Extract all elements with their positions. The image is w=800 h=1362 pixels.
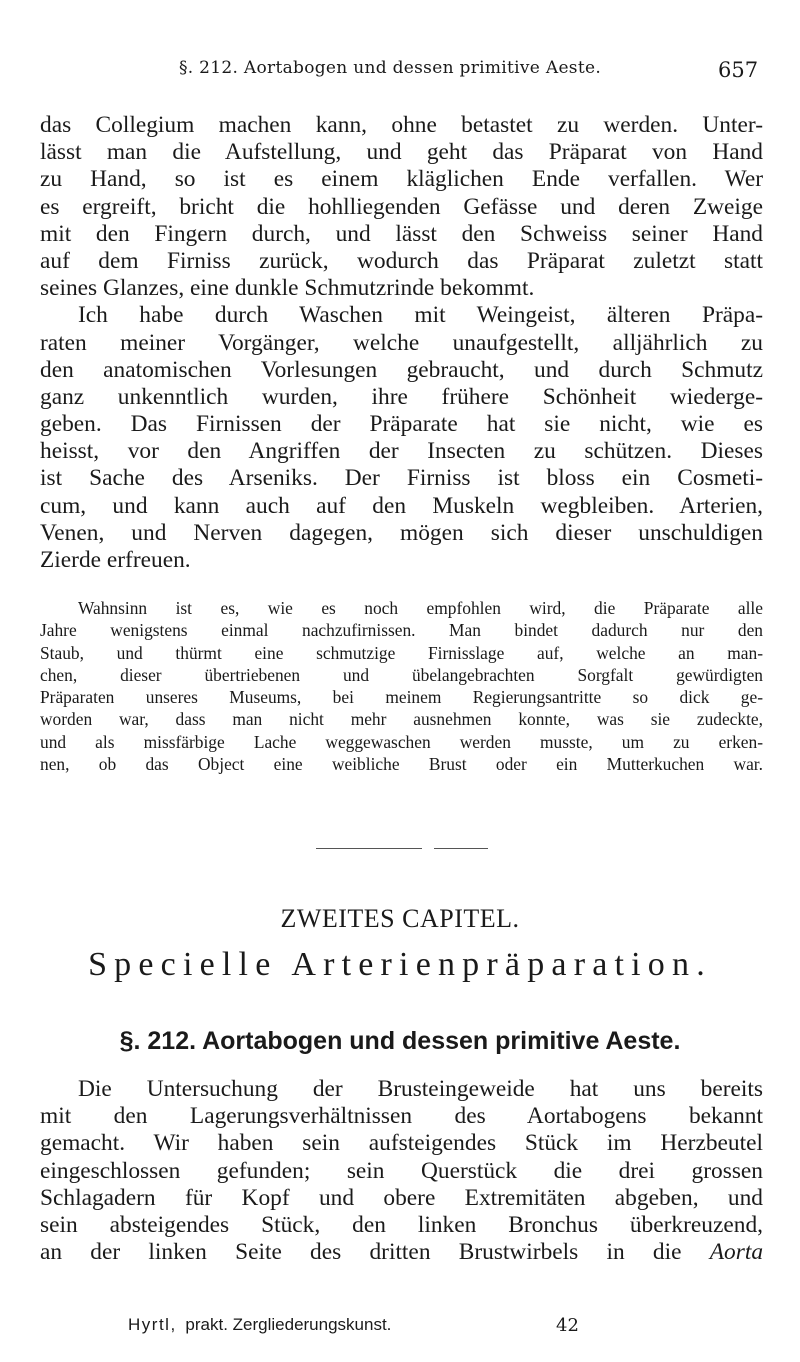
text-line: cum, und kann auch auf den Muskeln wegbleiben. Arterien, [40, 492, 763, 519]
italic-word: Aorta [709, 1239, 764, 1266]
page-number: 657 [718, 58, 759, 82]
text-line: gemacht. Wir haben sein aufsteigendes Stück im Herzbeutel [40, 1130, 763, 1157]
text-line: Schlagadern für Kopf und obere Extremitäten abgeben, und [40, 1184, 763, 1211]
text-line: Die Untersuchung der Brusteingeweide hat uns bereits [78, 1076, 763, 1102]
text-line: lässt man die Aufstellung, und geht das Präparat von Hand [40, 139, 763, 166]
section-text [40, 1076, 763, 1266]
note-line: worden war, dass man nicht mehr ausnehmen konnte, was sie zudeckte, [40, 709, 763, 730]
note-line: Präparaten unseres Museums, bei meinem Regierungsantritte so dick ge- [40, 687, 763, 708]
chapter-title: Specielle Arterienpräparation. [88, 946, 712, 983]
signature-author: Hyrtl, [128, 1315, 177, 1334]
main-text [40, 112, 763, 574]
note-line: Staub, und thürmt eine schmutzige Firnisslage auf, welche an man- [40, 642, 763, 663]
text-line-last [40, 1239, 763, 1266]
text-line: Venen, und Nerven dagegen, mögen sich dieser unschuldigen [40, 519, 763, 546]
text-line: es ergreift, bricht die hohlliegenden Gefässe und deren Zweige [40, 193, 763, 220]
text-line: den anatomischen Vorlesungen gebraucht, und durch Schmutz [40, 356, 763, 383]
text-line: mit den Fingern durch, und lässt den Schweiss seiner Hand [40, 220, 763, 247]
running-head: §. 212. Aortabogen und dessen primitive Aeste. [178, 58, 602, 78]
paragraph-1 [40, 112, 763, 302]
text-line: seines Glanzes, eine dunkle Schmutzrinde bekommt. [40, 275, 535, 302]
text-line: mit den Lagerungsverhältnissen des Aortabogens bekannt [40, 1103, 763, 1130]
text-line: sein absteigendes Stück, den linken Bronchus überkreuzend, [40, 1211, 763, 1238]
note-line: Wahnsinn ist es, wie es noch empfohlen wird, die Präparate alle [78, 598, 763, 618]
paragraph-2 [40, 302, 763, 574]
text-line: zu Hand, so ist es einem kläglichen Ende verfallen. Wer [40, 166, 763, 193]
text-line: ist Sache des Arseniks. Der Firniss ist bloss ein Cosmeti- [40, 465, 763, 492]
text-line: heisst, vor den Angriffen der Insecten zu schützen. Dieses [40, 438, 763, 465]
signature-number: 42 [556, 1315, 579, 1336]
text-line: Ich habe durch Waschen mit Weingeist, älteren Präpa- [78, 302, 763, 329]
text-line: geben. Das Firnissen der Präparate hat sie nicht, wie es [40, 411, 763, 438]
text-line: Zierde erfreuen. [40, 547, 191, 573]
chapter-label: ZWEITES CAPITEL. [280, 904, 520, 933]
text-line: ganz unkenntlich wurden, ihre frühere Schönheit wiederge- [40, 383, 763, 410]
divider-rule [434, 848, 488, 849]
small-print-note [40, 597, 763, 775]
note-line: chen, dieser übertriebenen und übelangebrachten Sorgfalt gewürdigten [40, 664, 763, 685]
divider-rule [316, 848, 422, 849]
signature-work: prakt. Zergliederungskunst. [185, 1315, 392, 1334]
note-line: und als missfärbige Lache weggewaschen werden musste, um zu erken- [40, 731, 763, 752]
print-signature [128, 1315, 391, 1335]
text-line: auf dem Firniss zurück, wodurch das Präparat zuletzt statt [40, 247, 763, 274]
text-span: an der linken Seite des dritten Brustwirbels in die [40, 1239, 682, 1266]
text-line: raten meiner Vorgänger, welche unaufgestellt, alljährlich zu [40, 329, 763, 356]
note-line: nen, ob das Object eine weibliche Brust oder ein Mutterkuchen war. [40, 754, 763, 775]
text-line: das Collegium machen kann, ohne betastet zu werden. Unter- [40, 112, 763, 138]
note-line: Jahre wenigstens einmal nachzufirnissen. Man bindet dadurch nur den [40, 620, 763, 641]
section-heading: §. 212. Aortabogen und dessen primitive Aeste. [119, 1027, 681, 1055]
text-line: eingeschlossen gefunden; sein Querstück die drei grossen [40, 1157, 763, 1184]
